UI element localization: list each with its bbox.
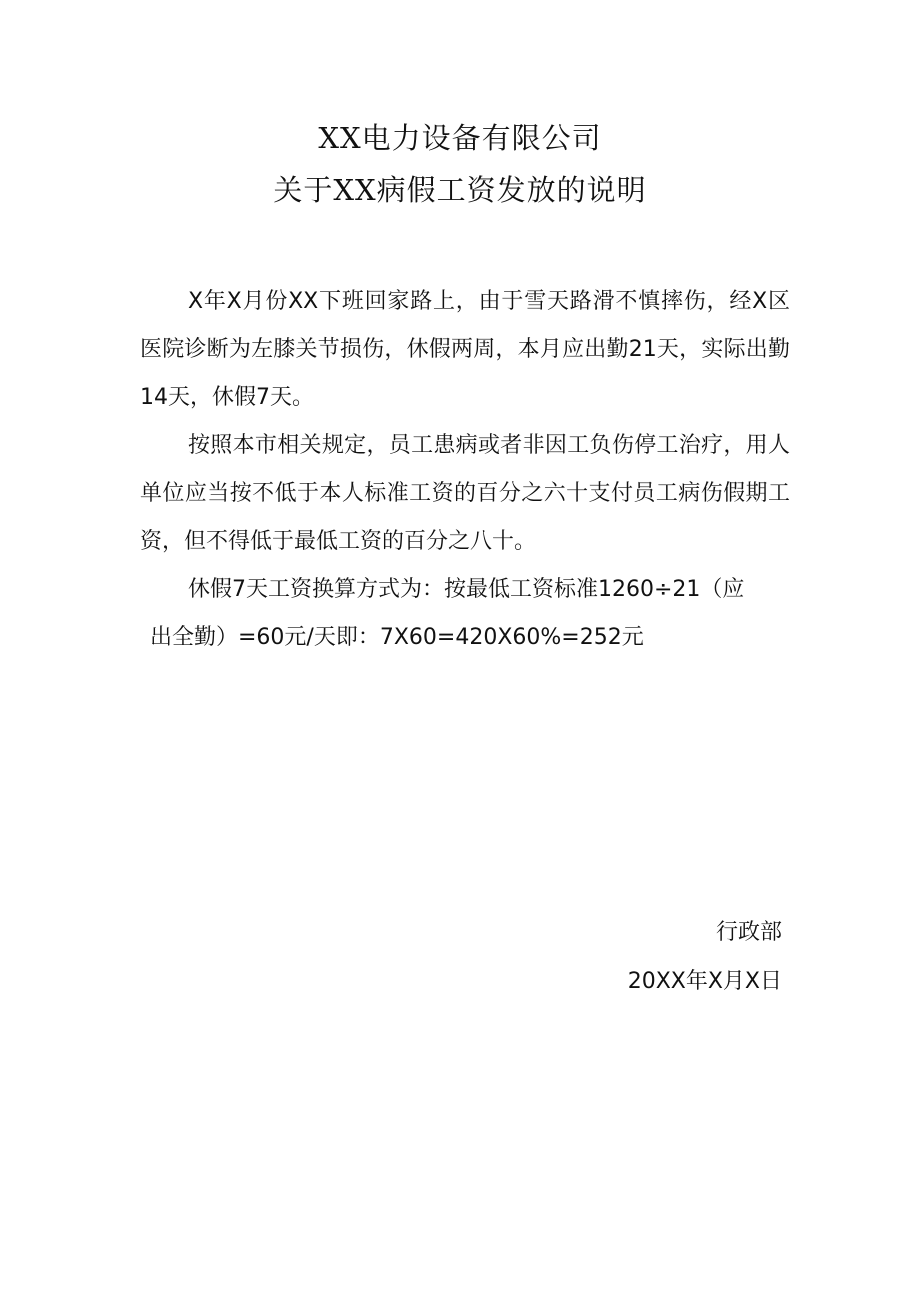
salary-calculation-line: 休假7天工资换算方式为：按最低工资标准1260÷21（应	[188, 577, 745, 602]
document-title-block	[0, 112, 920, 216]
signature-date: 20XX年X月X日	[627, 969, 782, 994]
regulation-paragraph: 按照本市相关规定，员工患病或者非因工负伤停工治疗，用人单位应当按不低于本人标准工资的百分之六十支付员工病伤假期工资，但不得低于最低工资的百分之八十。	[140, 433, 790, 554]
signature-block	[628, 908, 782, 1006]
department-signature: 行政部	[715, 920, 782, 945]
salary-calculation-result-line: 出全勤）=60元/天即：7X60=420X60%=252元	[150, 625, 644, 650]
document-subject-title: 关于XX病假工资发放的说明	[273, 173, 647, 207]
incident-paragraph: X年X月份XX下班回家路上，由于雪天路滑不慎摔伤，经X区医院诊断为左膝关节损伤，休假两周，本月应出勤21天，实际出勤14天，休假7天。	[140, 289, 790, 410]
document-body	[140, 278, 790, 662]
company-title: XX电力设备有限公司	[318, 121, 602, 155]
